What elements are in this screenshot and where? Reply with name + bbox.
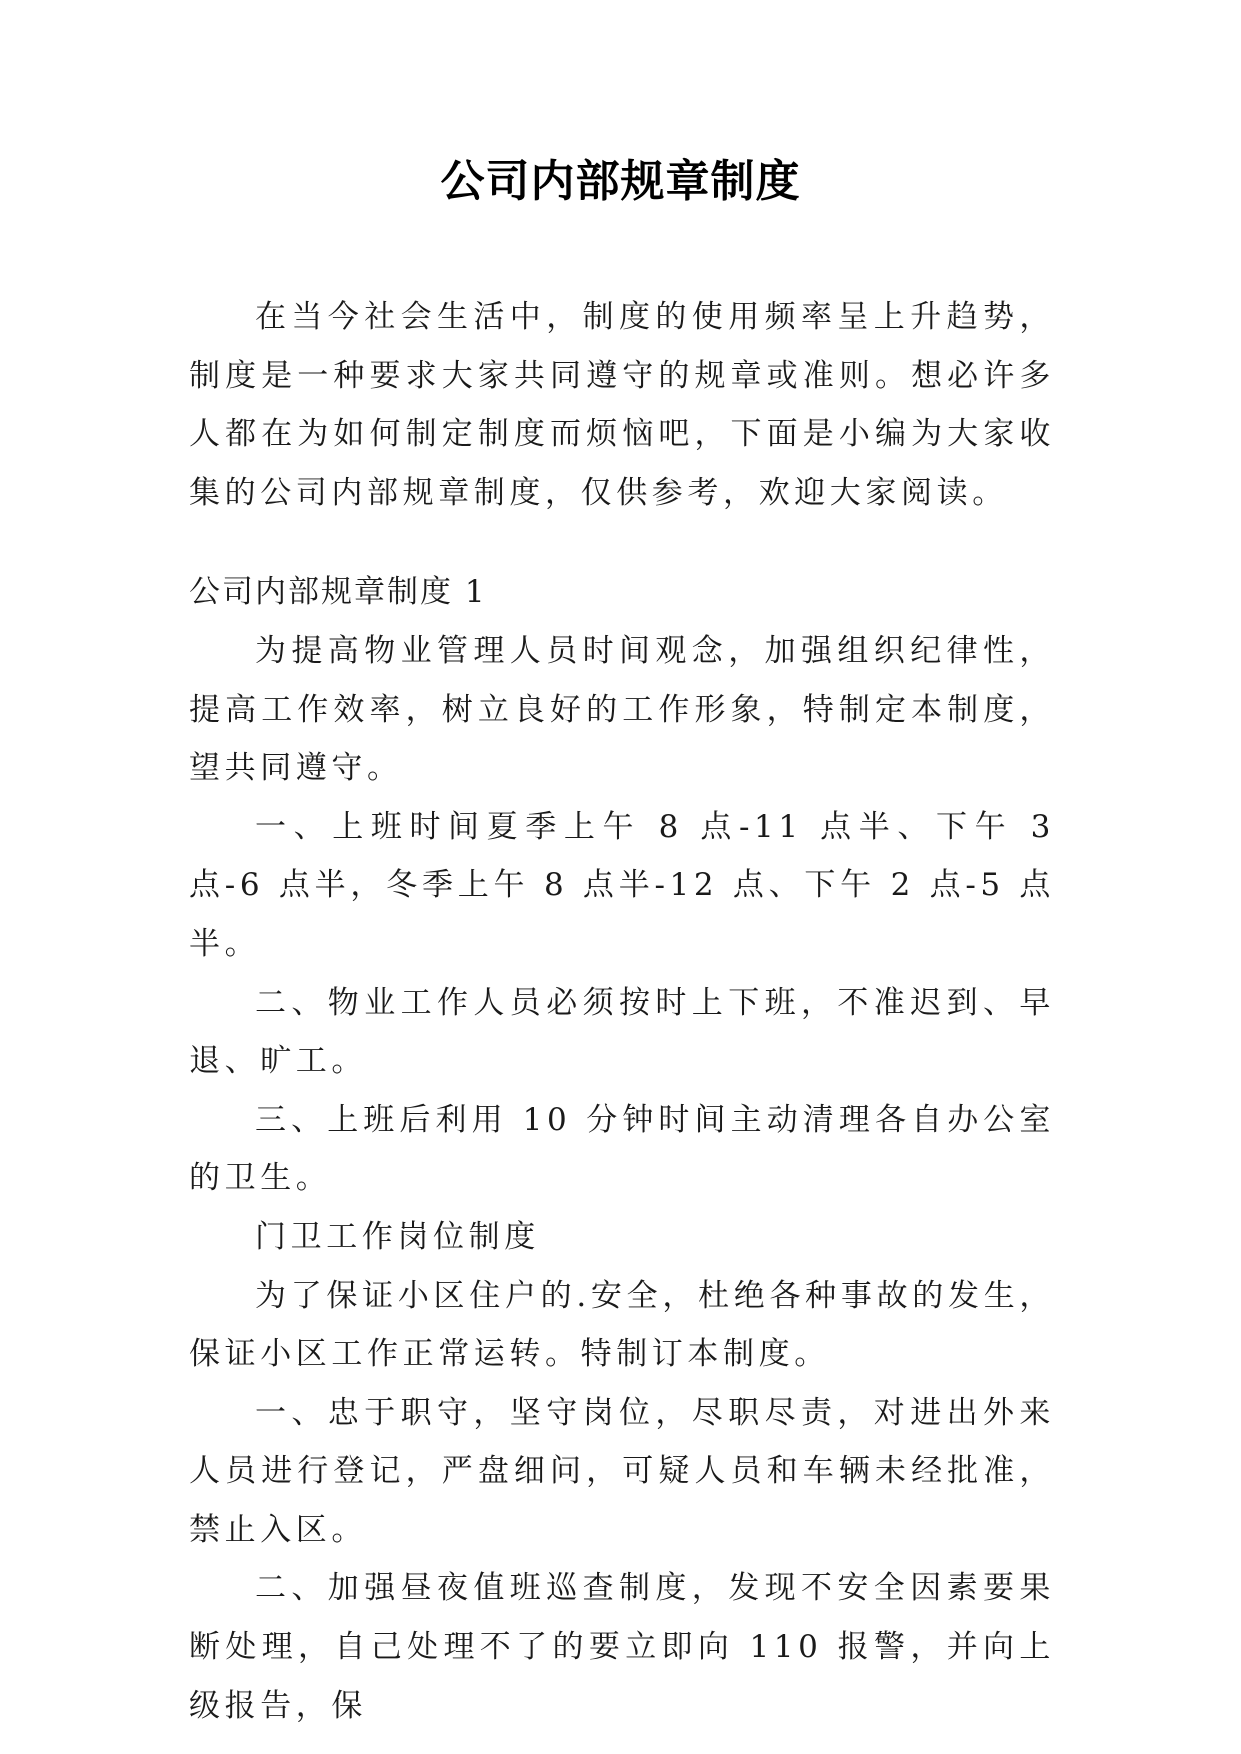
rule-item: 三、上班后利用 10 分钟时间主动清理各自办公室的卫生。: [189, 1101, 1055, 1197]
subsection-heading: 门卫工作岗位制度: [255, 1218, 540, 1255]
document-body: [189, 288, 1055, 1735]
rule-item: 二、物业工作人员必须按时上下班，不准迟到、早退、旷工。: [189, 984, 1055, 1080]
rule-item: 二、加强昼夜值班巡查制度，发现不安全因素要果断处理，自己处理不了的要立即向 110 报警，并向上级报告，保: [189, 1570, 1055, 1724]
intro-paragraph: 在当今社会生活中，制度的使用频率呈上升趋势，制度是一种要求大家共同遵守的规章或准则。想必许多人都在为如何制定制度而烦恼吧，下面是小编为大家收集的公司内部规章制度，仅供参考，欢迎大家阅读。: [189, 299, 1055, 511]
rule-item: 一、忠于职守，坚守岗位，尽职尽责，对进出外来人员进行登记，严盘细问，可疑人员和车辆未经批准，禁止入区。: [189, 1394, 1055, 1548]
body-paragraph: 为提高物业管理人员时间观念，加强组织纪律性，提高工作效率，树立良好的工作形象，特制定本制度，望共同遵守。: [189, 632, 1055, 787]
document-title: 公司内部规章制度: [440, 156, 801, 207]
section-heading: 公司内部规章制度 1: [189, 574, 487, 611]
rule-item: 一、上班时间夏季上午 8 点-11 点半、下午 3 点-6 点半，冬季上午 8 点半-12 点、下午 2 点-5 点半。: [189, 808, 1056, 962]
body-paragraph: 为了保证小区住户的.安全，杜绝各种事故的发生，保证小区工作正常运转。特制订本制度。: [189, 1277, 1055, 1373]
